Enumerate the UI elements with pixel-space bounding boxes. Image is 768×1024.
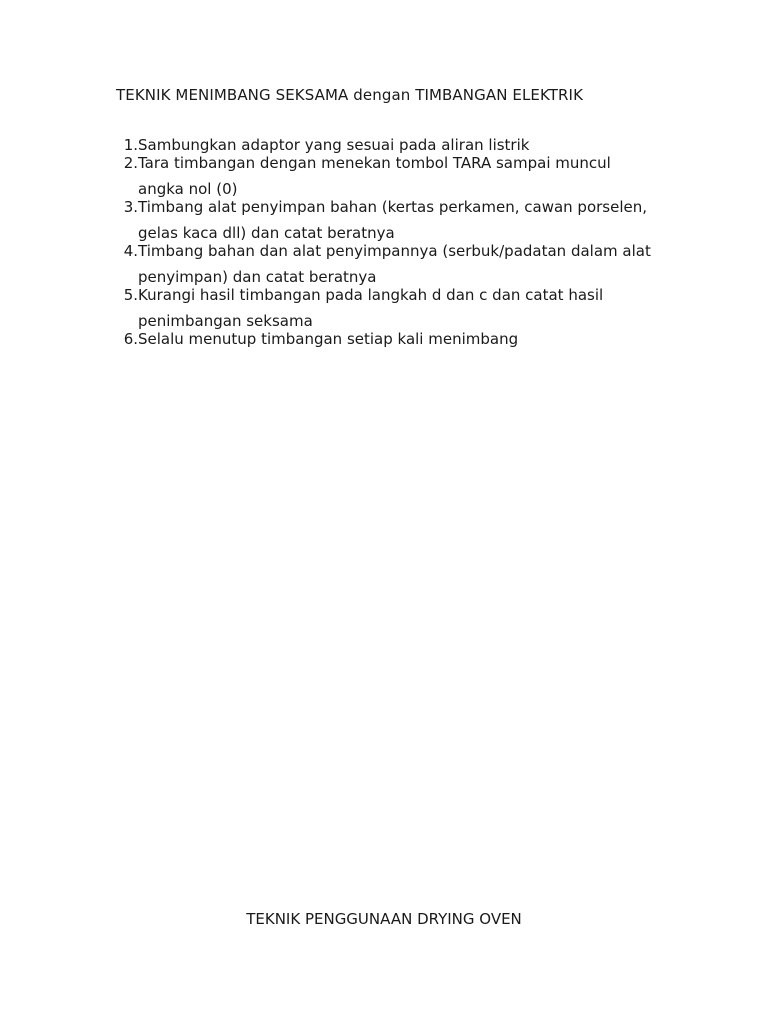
step-text: Sambungkan adaptor yang sesuai pada aliran listrik [138, 136, 530, 154]
list-item [112, 286, 651, 330]
step-text-continuation: penyimpan) dan catat beratnya [138, 268, 377, 286]
step-text: Kurangi hasil timbangan pada langkah d dan c dan catat hasil [138, 286, 604, 304]
list-item [112, 198, 651, 242]
step-number: 6. [123, 330, 138, 348]
step-text: Timbang alat penyimpan bahan (kertas perkamen, cawan porselen, [138, 198, 648, 216]
step-text: Timbang bahan dan alat penyimpannya (serbuk/padatan dalam alat [138, 242, 651, 260]
steps-list [112, 136, 651, 348]
step-number: 4. [123, 242, 138, 260]
step-number: 2. [123, 154, 138, 172]
document-title: TEKNIK MENIMBANG SEKSAMA dengan TIMBANGAN ELEKTRIK [116, 86, 584, 104]
step-number: 3. [123, 198, 138, 216]
step-text-continuation: penimbangan seksama [138, 312, 313, 330]
list-item [112, 136, 651, 154]
step-text: Selalu menutup timbangan setiap kali menimbang [138, 330, 519, 348]
step-text-continuation: gelas kaca dll) dan catat beratnya [138, 224, 395, 242]
step-number: 1. [123, 136, 138, 154]
step-text-continuation: angka nol (0) [138, 180, 238, 198]
next-section-title: TEKNIK PENGGUNAAN DRYING OVEN [246, 910, 522, 928]
list-item [112, 154, 651, 198]
step-number: 5. [123, 286, 138, 304]
step-text: Tara timbangan dengan menekan tombol TARA sampai muncul [138, 154, 611, 172]
list-item [112, 330, 651, 348]
list-item [112, 242, 651, 286]
